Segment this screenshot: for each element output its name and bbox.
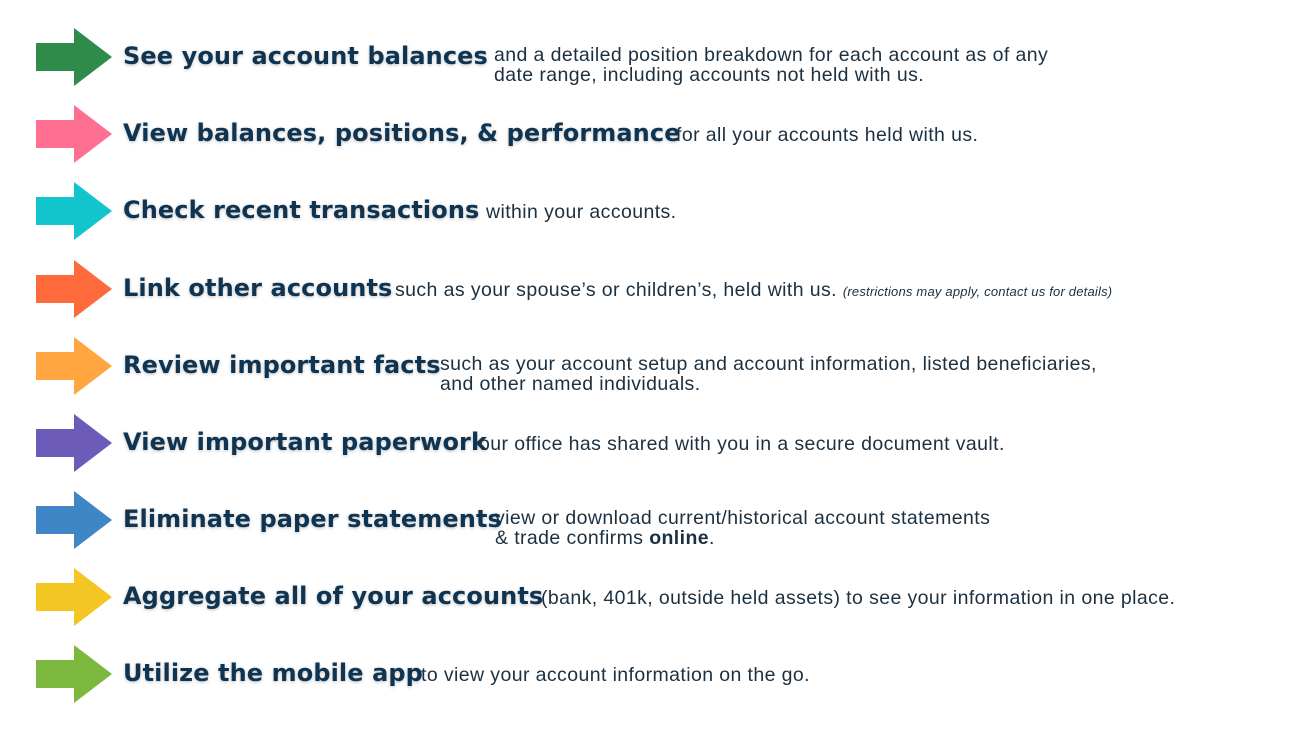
description-line <box>479 434 1005 454</box>
feature-description <box>479 434 1005 454</box>
feature-row <box>0 260 1300 320</box>
feature-row <box>0 645 1300 705</box>
feature-headline: See your account balances <box>123 42 488 70</box>
description-text: within your accounts. <box>486 201 677 223</box>
feature-headline: Aggregate all of your accounts <box>123 582 544 610</box>
description-text: such as your spouse’s or children’s, held with us. <box>395 279 838 301</box>
feature-row <box>0 568 1300 628</box>
feature-headline: Eliminate paper statements <box>123 505 502 533</box>
description-text: view or download current/historical account statements <box>495 507 991 529</box>
description-text: & trade confirms <box>495 527 650 549</box>
feature-headline: Utilize the mobile app <box>123 659 423 687</box>
description-text: to view your account information on the go. <box>421 664 810 686</box>
feature-row <box>0 491 1300 551</box>
description-line <box>421 665 810 685</box>
description-line <box>495 508 990 528</box>
feature-row <box>0 414 1300 474</box>
emphasis-online: online <box>649 527 710 549</box>
description-line: date range, including accounts not held with us. <box>494 64 925 86</box>
description-text: for all your accounts held with us. <box>676 124 979 146</box>
restrictions-note: (restrictions may apply, contact us for details) <box>842 284 1113 299</box>
description-text: . <box>709 527 715 549</box>
description-line <box>486 202 677 222</box>
arrow-right-icon <box>36 337 112 395</box>
description-line <box>395 280 1112 302</box>
description-line <box>541 588 1175 608</box>
description-line <box>676 125 978 145</box>
feature-row <box>0 182 1300 242</box>
feature-description <box>395 280 1112 302</box>
feature-description <box>486 202 677 222</box>
feature-description <box>440 354 1097 394</box>
description-text: and a detailed position breakdown for each account as of any <box>494 44 1049 66</box>
feature-description <box>676 125 978 145</box>
arrow-right-icon <box>36 28 112 86</box>
feature-description <box>495 508 990 548</box>
feature-headline: Review important facts <box>123 351 441 379</box>
feature-description <box>494 45 1048 85</box>
feature-row <box>0 337 1300 397</box>
description-text: (bank, 401k, outside held assets) to see your information in one place. <box>541 587 1176 609</box>
arrow-right-icon <box>36 645 112 703</box>
arrow-right-icon <box>36 182 112 240</box>
arrow-right-icon <box>36 568 112 626</box>
description-text: such as your account setup and account information, listed beneficiaries, <box>440 353 1097 375</box>
feature-description <box>421 665 810 685</box>
description-line <box>495 528 990 548</box>
feature-row <box>0 28 1300 88</box>
feature-description <box>541 588 1175 608</box>
feature-headline: View important paperwork <box>123 428 488 456</box>
description-line: and other named individuals. <box>440 373 701 395</box>
arrow-right-icon <box>36 414 112 472</box>
description-line <box>494 45 1048 65</box>
feature-row <box>0 105 1300 165</box>
arrow-right-icon <box>36 260 112 318</box>
feature-headline: View balances, positions, & performance <box>123 119 681 147</box>
description-text: our office has shared with you in a secure document vault. <box>479 433 1005 455</box>
feature-headline: Check recent transactions <box>123 196 480 224</box>
feature-headline: Link other accounts <box>123 274 393 302</box>
arrow-right-icon <box>36 105 112 163</box>
description-line <box>440 354 1097 374</box>
arrow-right-icon <box>36 491 112 549</box>
